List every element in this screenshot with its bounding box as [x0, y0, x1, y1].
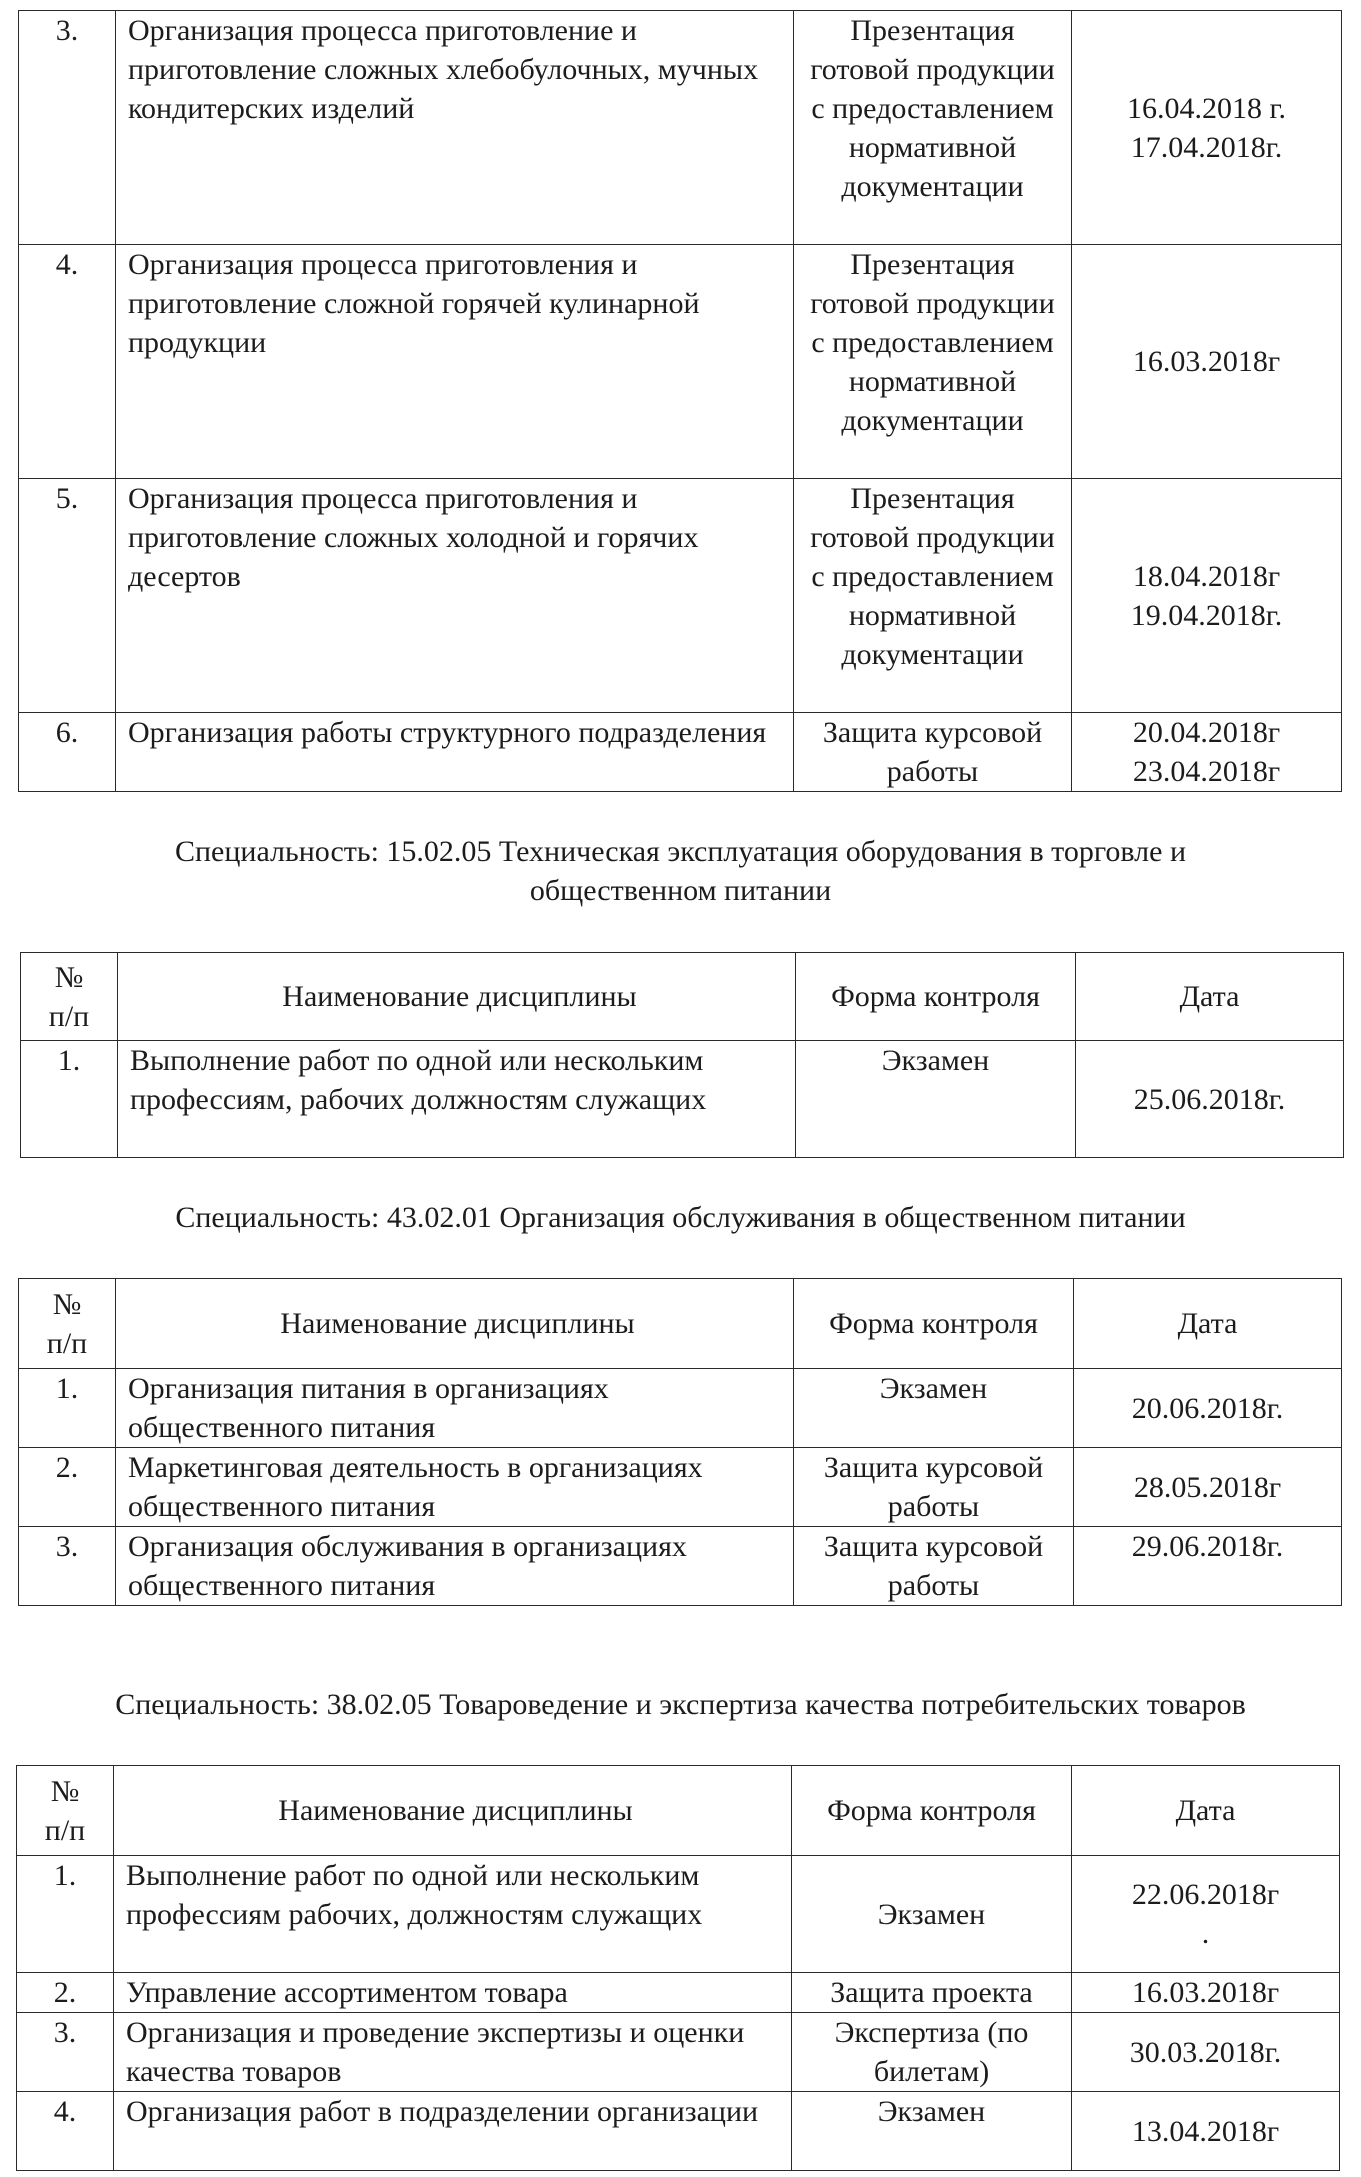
- exam-date: 18.04.2018г 19.04.2018г.: [1072, 479, 1342, 713]
- row-number: 6.: [19, 713, 116, 792]
- discipline-name: Маркетинговая деятельность в организациях общественного питания: [116, 1448, 794, 1527]
- control-form: Презентация готовой продукции с предоставлением нормативной документации: [794, 245, 1072, 479]
- row-number: 3.: [19, 11, 116, 245]
- table-row: [17, 1856, 1340, 1973]
- table-header-row: [19, 1279, 1342, 1369]
- header-control-form: Форма контроля: [794, 1279, 1074, 1369]
- discipline-name: Выполнение работ по одной или нескольким профессиям рабочих, должностям служащих: [114, 1856, 792, 1973]
- exam-date: 20.06.2018г.: [1074, 1369, 1342, 1448]
- control-form: Защита курсовой работы: [794, 1527, 1074, 1606]
- table-row: [19, 713, 1342, 792]
- exam-date: 28.05.2018г: [1074, 1448, 1342, 1527]
- discipline-name: Организация обслуживания в организациях общественного питания: [116, 1527, 794, 1606]
- exam-date: 29.06.2018г.: [1074, 1527, 1342, 1606]
- discipline-name: Организация процесса приготовления и приготовление сложных холодной и горячих десертов: [116, 479, 794, 713]
- exam-date: 16.03.2018г: [1072, 245, 1342, 479]
- control-form: Экзамен: [794, 1369, 1074, 1448]
- exam-date: 25.06.2018г.: [1076, 1041, 1344, 1158]
- discipline-name: Организация и проведение экспертизы и оценки качества товаров: [114, 2013, 792, 2092]
- table-row: [19, 1448, 1342, 1527]
- discipline-name: Организация работ в подразделении организации: [114, 2092, 792, 2171]
- table-row: [19, 11, 1342, 245]
- header-control-form: Форма контроля: [792, 1766, 1072, 1856]
- exam-date: 16.03.2018г: [1072, 1973, 1340, 2013]
- row-number: 2.: [19, 1448, 116, 1527]
- header-date: Дата: [1076, 953, 1344, 1041]
- header-number: № п/п: [19, 1279, 116, 1369]
- table-cooking-continued: [18, 10, 1342, 792]
- control-form: Экзамен: [792, 1856, 1072, 1973]
- table-row: [19, 245, 1342, 479]
- exam-date: 20.04.2018г 23.04.2018г: [1072, 713, 1342, 792]
- control-form: Презентация готовой продукции с предоставлением нормативной документации: [794, 11, 1072, 245]
- row-number: 2.: [17, 1973, 114, 2013]
- header-control-form: Форма контроля: [796, 953, 1076, 1041]
- row-number: 1.: [17, 1856, 114, 1973]
- row-number: 1.: [21, 1041, 118, 1158]
- table-row: [19, 1369, 1342, 1448]
- table-row: [17, 2013, 1340, 2092]
- header-number: № п/п: [21, 953, 118, 1041]
- header-discipline: Наименование дисциплины: [116, 1279, 794, 1369]
- header-date: Дата: [1074, 1279, 1342, 1369]
- control-form: Защита курсовой работы: [794, 713, 1072, 792]
- table-row: [17, 2092, 1340, 2171]
- control-form: Защита проекта: [792, 1973, 1072, 2013]
- specialty-title: Специальность: 38.02.05 Товароведение и экспертиза качества потребительских товаров: [115, 1688, 1246, 1721]
- table-row: [19, 1527, 1342, 1606]
- table-header-row: [21, 953, 1344, 1041]
- row-number: 5.: [19, 479, 116, 713]
- table-row: [19, 479, 1342, 713]
- table-row: [17, 1973, 1340, 2013]
- control-form: Экзамен: [796, 1041, 1076, 1158]
- specialty-title: Специальность: 15.02.05 Техническая эксплуатация оборудования в торговле и общественном питании: [174, 835, 1187, 907]
- table-specialty-43-02-01: [18, 1278, 1342, 1606]
- exam-date: 30.03.2018г.: [1072, 2013, 1340, 2092]
- discipline-name: Организация процесса приготовление и приготовление сложных хлебобулочных, мучных кондитерских изделий: [116, 11, 794, 245]
- discipline-name: Организация питания в организациях общественного питания: [116, 1369, 794, 1448]
- control-form: Защита курсовой работы: [794, 1448, 1074, 1527]
- exam-date: 16.04.2018 г. 17.04.2018г.: [1072, 11, 1342, 245]
- table-row: [21, 1041, 1344, 1158]
- specialty-title: Специальность: 43.02.01 Организация обслуживания в общественном питании: [175, 1201, 1186, 1234]
- control-form: Экзамен: [792, 2092, 1072, 2171]
- control-form: Презентация готовой продукции с предоставлением нормативной документации: [794, 479, 1072, 713]
- table-specialty-38-02-05: [16, 1765, 1340, 2171]
- row-number: 3.: [17, 2013, 114, 2092]
- header-date: Дата: [1072, 1766, 1340, 1856]
- table-specialty-15-02-05: [20, 952, 1344, 1158]
- discipline-name: Выполнение работ по одной или нескольким профессиям, рабочих должностям служащих: [118, 1041, 796, 1158]
- discipline-name: Управление ассортиментом товара: [114, 1973, 792, 2013]
- control-form: Экспертиза (по билетам): [792, 2013, 1072, 2092]
- row-number: 1.: [19, 1369, 116, 1448]
- table-header-row: [17, 1766, 1340, 1856]
- header-discipline: Наименование дисциплины: [118, 953, 796, 1041]
- row-number: 4.: [19, 245, 116, 479]
- discipline-name: Организация работы структурного подразделения: [116, 713, 794, 792]
- exam-date: 22.06.2018г .: [1072, 1856, 1340, 1973]
- discipline-name: Организация процесса приготовления и приготовление сложной горячей кулинарной продукции: [116, 245, 794, 479]
- header-discipline: Наименование дисциплины: [114, 1766, 792, 1856]
- row-number: 3.: [19, 1527, 116, 1606]
- header-number: № п/п: [17, 1766, 114, 1856]
- exam-date: 13.04.2018г: [1072, 2092, 1340, 2171]
- row-number: 4.: [17, 2092, 114, 2171]
